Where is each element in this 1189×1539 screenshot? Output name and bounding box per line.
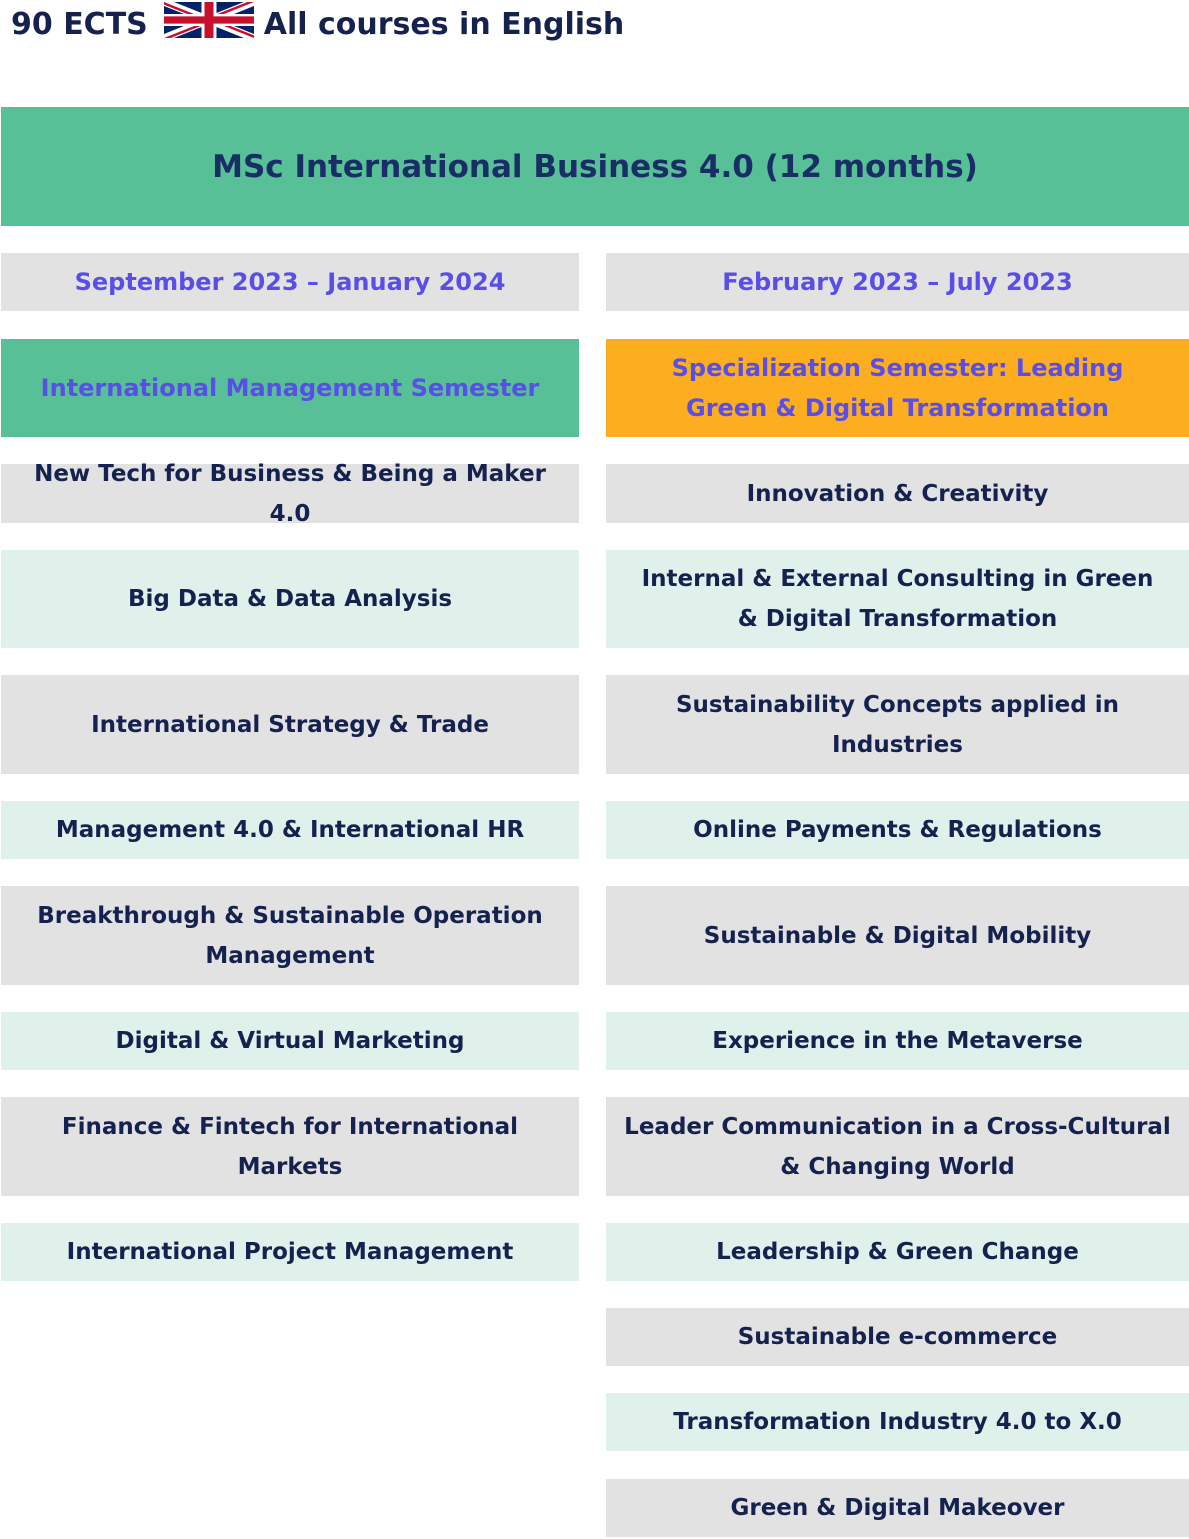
course-item [606,886,1189,985]
course-item [1,1223,579,1281]
semester-left-label: International Management Semester [40,374,540,402]
course-item [1,460,579,527]
program-title-banner [1,107,1189,226]
course-item [606,1479,1189,1537]
course-label: Finance & Fintech for International Markets [61,1113,519,1180]
course-item [606,1012,1189,1070]
course-item [1,675,579,774]
credits-label: 90 ECTS [11,6,148,42]
course-item [606,1223,1189,1281]
course-label: Digital & Virtual Marketing [115,1028,465,1054]
course-item [606,1308,1189,1366]
course-item [1,1097,579,1196]
course-item [1,801,579,859]
course-label: Management 4.0 & International HR [55,817,525,843]
program-title: MSc International Business 4.0 (12 months) [212,148,978,185]
course-item [1,886,579,985]
course-label: Internal & External Consulting in Green & Digital Transformation [641,566,1154,632]
page-header [11,0,624,48]
course-item [606,801,1189,859]
course-item [606,675,1189,774]
term-left-label: September 2023 – January 2024 [74,268,506,296]
course-item [606,1097,1189,1196]
language-label: All courses in English [263,6,625,42]
course-label: Experience in the Metaverse [712,1028,1083,1054]
semester-right [606,339,1189,437]
course-label: New Tech for Business & Being a Maker 4.0 [34,460,546,527]
term-right [606,253,1189,311]
course-item [1,1012,579,1070]
uk-flag-icon [164,2,254,38]
course-label: International Strategy & Trade [91,711,489,738]
semester-left [1,339,579,437]
course-label: Green & Digital Makeover [730,1495,1065,1521]
course-label: Online Payments & Regulations [693,817,1102,843]
course-label: Sustainable e-commerce [737,1324,1058,1350]
course-label: Transformation Industry 4.0 to X.0 [673,1409,1122,1435]
semester-right-label: Specialization Semester: Leading Green & Digital Transformation [671,354,1124,422]
course-label: Leadership & Green Change [716,1239,1079,1265]
course-label: Breakthrough & Sustainable Operation Management [37,902,543,969]
course-label: International Project Management [66,1239,514,1265]
course-item [606,550,1189,648]
course-item [606,464,1189,523]
course-label: Sustainable & Digital Mobility [703,922,1092,949]
course-item [606,1393,1189,1451]
term-right-label: February 2023 – July 2023 [722,268,1073,296]
term-left [1,253,579,311]
course-item [1,550,579,648]
course-label: Big Data & Data Analysis [127,586,453,612]
course-label: Leader Communication in a Cross-Cultural & Changing World [624,1113,1171,1180]
course-label: Sustainability Concepts applied in Industries [675,691,1120,758]
course-label: Innovation & Creativity [746,480,1049,507]
